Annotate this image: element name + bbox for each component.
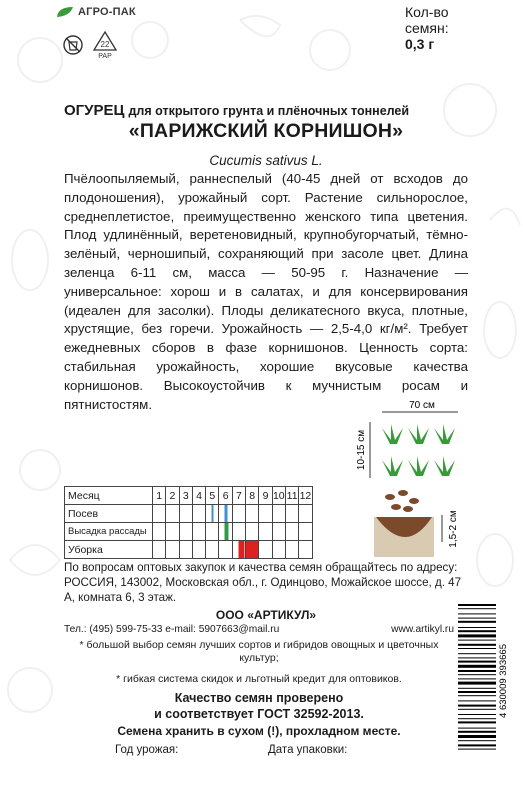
qty-label-2: семян: xyxy=(405,20,449,36)
seed-icons xyxy=(385,490,419,512)
pack-date: Дата упаковки: xyxy=(268,744,348,756)
planting-scheme-diagram xyxy=(350,398,465,480)
month-11: 11 xyxy=(285,487,298,505)
recycle-number: 22 xyxy=(100,40,110,49)
seed-depth-diagram xyxy=(370,487,465,559)
wholesale-contact: По вопросам оптовых закупок и качества семян обращайтесь по адресу: РОССИЯ, 143002, Московская обл., г. Одинцово, Можайское шоссе, д. 47 А, комната 6, 3 этаж. xyxy=(64,561,462,604)
month-2: 2 xyxy=(166,487,179,505)
month-7: 7 xyxy=(232,487,245,505)
calendar-row-harvest xyxy=(65,541,313,559)
calendar-header-row xyxy=(65,487,313,505)
month-12: 12 xyxy=(299,487,312,505)
phone-line xyxy=(64,624,454,635)
seed-depth-label: 1,5-2 см xyxy=(448,510,459,548)
month-6: 6 xyxy=(219,487,232,505)
seedling-icons xyxy=(382,424,455,476)
month-10: 10 xyxy=(272,487,285,505)
month-header: Месяц xyxy=(65,487,153,505)
quality-line-2: и соответствует ГОСТ 32592-2013. xyxy=(154,707,364,721)
brand xyxy=(56,6,136,18)
bullet-assortment: * большой выбор семян лучших сортов и гибридов овощных и цветочных культур; xyxy=(79,639,439,664)
crop-name: ОГУРЕЦ xyxy=(64,102,125,119)
website: www.artikyl.ru xyxy=(391,624,454,635)
month-4: 4 xyxy=(192,487,205,505)
crop-heading xyxy=(64,102,514,119)
variety-title: «ПАРИЖСКИЙ КОРНИШОН» xyxy=(128,120,404,142)
month-9: 9 xyxy=(259,487,272,505)
phone-email: Тел.: (495) 599-75-33 e-mail: 5907663@mail.ru xyxy=(64,624,280,635)
month-8: 8 xyxy=(246,487,259,505)
recycle-icon xyxy=(92,30,118,60)
harvest-year: Год урожая: xyxy=(115,744,179,756)
latin-name: Cucumis sativus L. xyxy=(209,153,323,168)
row-label-sowing: Посев xyxy=(65,505,153,523)
recycle-code: PAP xyxy=(98,53,112,60)
brand-name: АГРО-ПАК xyxy=(78,6,136,18)
seed-quantity xyxy=(405,4,515,52)
qty-label-1: Кол-во xyxy=(405,4,449,20)
row-spacing-label: 70 см xyxy=(409,400,435,411)
variety-description: Пчёлоопыляемый, раннеспелый (40-45 дней от всходов до плодоношения), урожайный сорт. Растение сильнорослое, среднеплетистое, преимущественно женского типа цветения. Плод удлинённый, веретеновидный, крупнобугорчатый, тёмно-зелёный, черношипый, сохраняющий при засоле цвет. Длина зеленца 6-11 см, масса — 50-95 г. Назначение — универсальное: хорош и в салатах, и для консервирования (идеален для засолки). Плоды деликатесного вкуса, плотные, хрустящие, без горечи. Урожайность — 2,5-4,0 кг/м². Требует ежедневных сборов в фазе корнишонов. Ценность сорта: стабильная урожайность, хорошие вкусовые качества корнишонов. Высокоустойчив к мучнистым росам и пятнистостям. xyxy=(64,171,468,412)
plant-spacing-label: 10-15 см xyxy=(356,429,367,471)
sowing-calendar xyxy=(64,486,313,559)
no-plastic-icon xyxy=(62,34,84,56)
month-5: 5 xyxy=(206,487,219,505)
barcode xyxy=(456,600,511,762)
bullet-discounts: * гибкая система скидок и льготный кредит для оптовиков. xyxy=(116,673,402,685)
sowing-mark xyxy=(206,505,219,523)
harvest-mark xyxy=(246,541,259,559)
quality-line-1: Качество семян проверено xyxy=(174,691,344,705)
barcode-digits: 4 630009 393665 xyxy=(498,644,509,718)
calendar-row-sowing xyxy=(65,505,313,523)
company-name: ООО «АРТИКУЛ» xyxy=(215,608,317,622)
crop-note: для открытого грунта и плёночных тоннелей xyxy=(128,104,410,118)
qty-value: 0,3 г xyxy=(405,36,435,52)
month-3: 3 xyxy=(179,487,192,505)
row-label-harvest: Уборка xyxy=(65,541,153,559)
leaf-logo-icon xyxy=(56,6,74,18)
month-1: 1 xyxy=(153,487,166,505)
harvest-mark xyxy=(232,541,245,559)
eco-marks xyxy=(62,30,118,60)
calendar-row-transplant xyxy=(65,523,313,541)
sowing-mark xyxy=(219,505,232,523)
transplant-mark xyxy=(219,523,232,541)
storage-note: Семена хранить в сухом (!), прохладном месте. xyxy=(117,724,401,738)
row-label-transplant: Высадка рассады xyxy=(65,523,153,541)
